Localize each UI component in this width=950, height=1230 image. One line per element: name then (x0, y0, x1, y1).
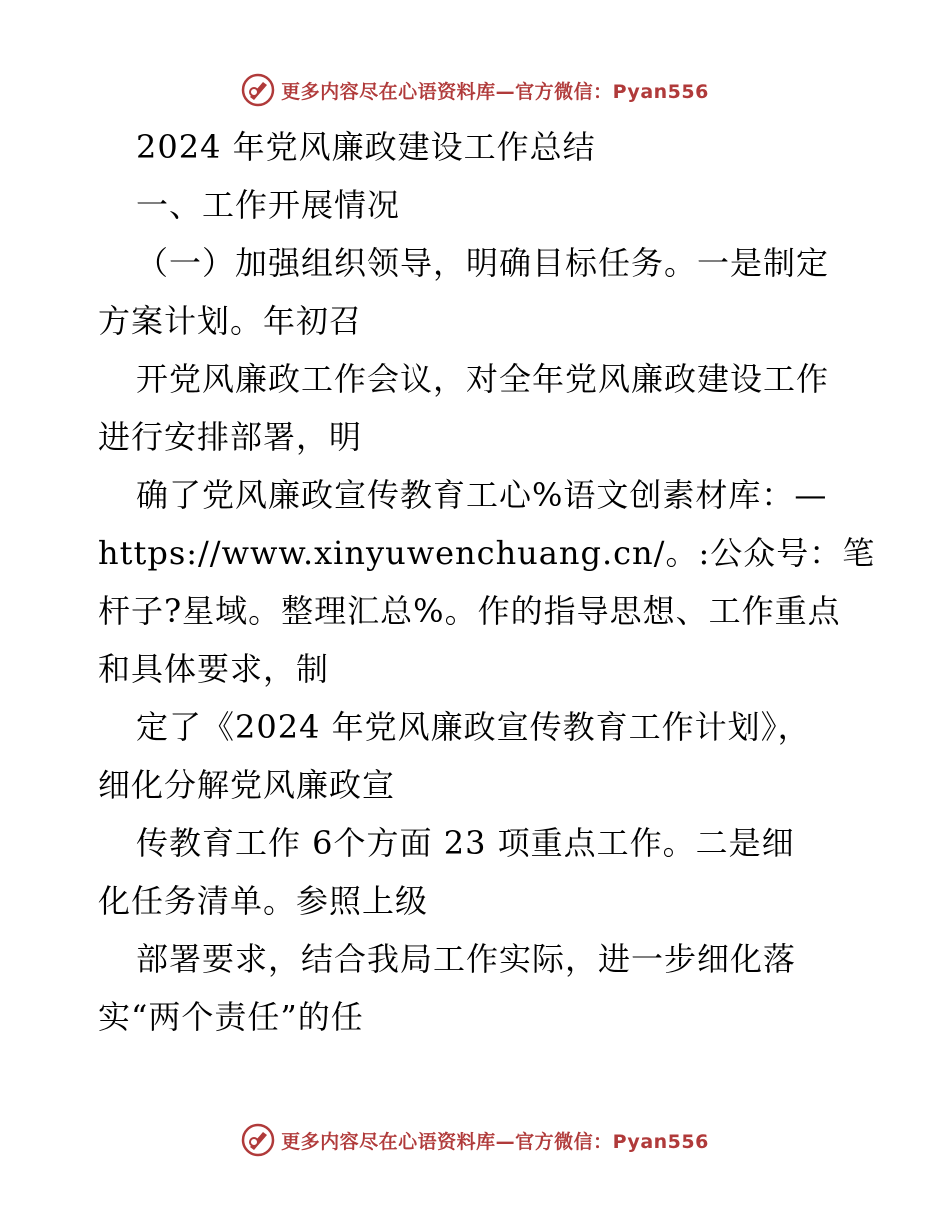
header-watermark (0, 70, 950, 110)
text-line: 一、工作开展情况 (136, 186, 401, 224)
text-line: 开党风廉政工作会议，对全年党风廉政建设工作 (136, 360, 830, 398)
text-line: 部署要求，结合我局工作实际，进一步细化落 (136, 940, 797, 978)
text-line: 细化分解党风廉政宣 (98, 766, 396, 804)
watermark-text: 更多内容尽在心语资料库—官方微信：Pyan556 (281, 1130, 709, 1153)
text-line: 实“两个责任”的任 (98, 998, 364, 1036)
text-line: 进行安排部署，明 (98, 418, 363, 456)
footer-watermark (0, 1120, 950, 1160)
text-line: 传教育工作 6个方面 23 项重点工作。二是细 (136, 824, 795, 862)
pen-seal-logo-icon (241, 73, 275, 107)
text-line: 杆子?星域。整理汇总%。作的指导思想、工作重点 (98, 592, 841, 630)
document-body (98, 118, 876, 1046)
text-line: 化任务清单。参照上级 (98, 882, 429, 920)
text-line: 确了党风廉政宣传教育工心%语文创素材库：— (136, 476, 828, 514)
text-line: https://www.xinyuwenchuang.cn/。:公众号：笔 (98, 534, 876, 572)
watermark-text: 更多内容尽在心语资料库—官方微信：Pyan556 (281, 80, 709, 103)
text-line: 2024 年党风廉政建设工作总结 (136, 128, 596, 166)
text-line: 和具体要求，制 (98, 650, 330, 688)
pen-seal-logo-icon (241, 1123, 275, 1157)
text-line: （一）加强组织领导，明确目标任务。一是制定 (136, 244, 830, 282)
text-line: 方案计划。年初召 (98, 302, 363, 340)
text-line: 定了《2024 年党风廉政宣传教育工作计划》， (136, 708, 811, 746)
